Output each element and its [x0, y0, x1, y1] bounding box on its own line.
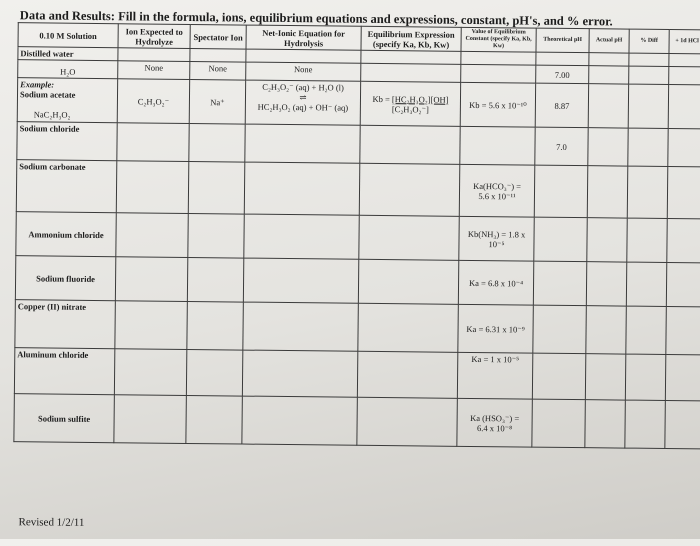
- h2o-spectator: None: [190, 61, 246, 80]
- example-net-ionic: [245, 80, 360, 125]
- label-sodium-carbonate: Sodium carbonate: [16, 160, 117, 213]
- sodium-acetate-label: Sodium acetate: [19, 89, 76, 100]
- expression-numerator: [HC₂H₃O₂][OH]: [391, 93, 449, 105]
- sodium-sulfite-constant-line2: 6.4 x 10⁻⁸: [476, 422, 513, 433]
- example-expression: [360, 81, 460, 126]
- header-net-ionic: Net-Ionic Equation for Hydrolysis: [246, 25, 361, 50]
- expression-denominator: [C₂H₃O₂⁻]: [391, 103, 429, 114]
- sodium-acetate-formula: NaC₂H₃O₂: [33, 109, 71, 120]
- sodium-chloride-theoretical-ph: 7.0: [535, 127, 588, 166]
- header-value-constant: Value of Equilibrium Constant (specify Ka, Kb, Kw): [461, 27, 536, 52]
- net-ionic-line2: HC₂H₃O₂ (aq) + OH⁻ (aq): [257, 101, 349, 113]
- example-constant: Kb = 5.6 x 10⁻¹⁰: [460, 82, 535, 127]
- row-copper-nitrate: [15, 300, 700, 355]
- sodium-sulfite-constant-line1: Ka (HSO₃⁻) =: [470, 412, 520, 423]
- example-ion: C₂H₃O₂⁻: [117, 79, 189, 124]
- row-sodium-sulfite: [14, 394, 700, 449]
- ammonium-chloride-constant: Kb(NH₃) = 1.8 x 10⁻⁵: [459, 216, 534, 261]
- header-spectator: Spectator Ion: [190, 24, 246, 49]
- expression-prefix: Kb =: [372, 93, 392, 104]
- sodium-carbonate-constant: [459, 164, 535, 217]
- header-theoretical-ph: Theoretical pH: [536, 28, 589, 53]
- label-distilled-water: Distilled water: [18, 47, 118, 61]
- example-labels: [17, 78, 117, 123]
- data-table: [13, 22, 700, 449]
- net-ionic-line1: C₂H₃O₂⁻ (aq) + H₂O (l): [262, 81, 344, 93]
- header-actual-ph: Actual pH: [589, 29, 629, 53]
- label-ammonium-chloride: Ammonium chloride: [16, 212, 116, 257]
- label-copper-nitrate: Copper (II) nitrate: [15, 300, 115, 349]
- example-spectator: Na⁺: [189, 79, 245, 124]
- label-sodium-chloride: Sodium chloride: [17, 122, 117, 161]
- label-aluminum-chloride: Aluminum chloride: [14, 348, 114, 395]
- row-sodium-fluoride: [15, 256, 700, 307]
- header-equilibrium-expression: Equilibrium Expression (specify Ka, Kb, Kw): [361, 26, 461, 51]
- page-title: Data and Results: Fill in the formula, ions, equilibrium equations and expressions, constant, pH's, and % error.: [19, 8, 613, 29]
- sodium-sulfite-constant: [457, 398, 532, 447]
- revision-date: Revised 1/2/11: [18, 516, 85, 529]
- sodium-carbonate-constant-line2: 5.6 x 10⁻¹¹: [478, 190, 516, 201]
- row-sodium-carbonate: [16, 160, 700, 219]
- sodium-carbonate-constant-line1: Ka(HCO₃⁻) =: [473, 180, 522, 191]
- example-theoretical-ph: 8.87: [535, 83, 588, 128]
- copper-nitrate-constant: Ka = 6.31 x 10⁻⁹: [458, 304, 533, 353]
- equilibrium-arrow: ⇌: [299, 92, 307, 103]
- header-solution: 0.10 M Solution: [18, 23, 118, 48]
- label-sodium-fluoride: Sodium fluoride: [15, 256, 115, 301]
- h2o-net-ionic: None: [246, 62, 361, 81]
- h2o-theoretical-ph: 7.00: [536, 65, 589, 84]
- label-sodium-sulfite: Sodium sulfite: [14, 394, 114, 443]
- row-aluminum-chloride: [14, 348, 700, 401]
- example-label: Example:: [20, 79, 55, 90]
- label-h2o: H₂O: [18, 60, 118, 79]
- header-hcl: + 1d HCl: [669, 30, 700, 54]
- header-pct-diff: % Diff: [629, 29, 669, 53]
- aluminum-chloride-constant: Ka = 1 x 10⁻⁵: [457, 352, 532, 399]
- sodium-fluoride-constant: Ka = 6.8 x 10⁻⁴: [458, 260, 533, 305]
- h2o-ion: None: [118, 61, 190, 80]
- header-ion-expected: Ion Expected to Hydrolyze: [118, 24, 190, 49]
- row-example-sodium-acetate: [17, 78, 700, 129]
- row-ammonium-chloride: [16, 212, 700, 263]
